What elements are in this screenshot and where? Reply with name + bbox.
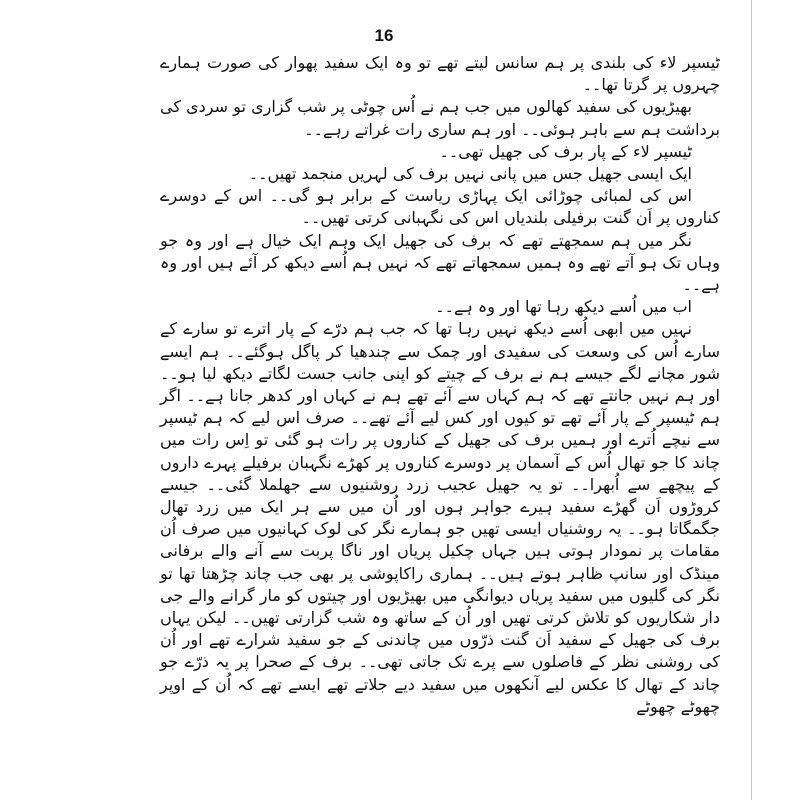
page-number: 16 [374, 26, 394, 45]
page-edge-line [751, 0, 752, 800]
paragraph-6: نگر میں ہم سمجھتے تھے کہ برف کی جھیل ایک وہم ایک خیال ہے اور وہ جو وہاں تک ہو آتے تھے وہ ہمیں سمجھاتے تھے کہ نہیں ہم اُسے دیکھ کر آئے ہیں اور وہ ہے۔۔ [160, 230, 720, 295]
paragraph-2: بھیڑیوں کی سفید کھالوں میں جب ہم نے اُس چوٹی پر شب گزاری تو سردی کی برداشت ہم سے باہر ہوئی۔۔ اور ہم ساری رات غراتے رہے۔۔ [160, 97, 720, 139]
paragraph-3: ٹیسپر لاء کے پار برف کی جھیل تھی۔۔ [439, 141, 692, 161]
paragraph-5: اس کی لمبائی چوڑائی ایک پہاڑی ریاست کے برابر ہو گی۔۔ اس کے دوسرے کناروں پر اَن گنت برفیلی بلندیاں اس کی نگہبانی کرتی تھیں۔۔ [160, 186, 720, 228]
paragraph-8: نہیں میں ابھی اُسے دیکھ نہیں رہا تھا کہ جب ہم درّے کے پار اترے تو سارے کے سارے اُس کی وسعت کی سفیدی اور چمک سے چندھیا کر پاگل ہوگئے۔۔ ہم ایسے شور مچانے لگے جیسے ہم نے برف کے چیتے کو اپنی جانب جست لگاتے دیکھ لیا ہو۔۔ اور ہم نہیں جانتے تھے کہ ہم کہاں سے آئے تھے ہم نے کہاں اور کدھر جانا ہے۔۔ اگر ہم ٹیسپر کے پار آئے تھے تو کیوں اور کس لیے آئے تھے۔۔ صرف اس لیے کہ ہم ٹیسپر سے نیچے اُترے اور ہمیں برف کی جھیل کے کناروں پر رات ہو گئی تو اِس رات میں چاند کا جو تھال اُس کے آسمان پر دوسرے کناروں پر کھڑے نگہبان برفیلے پہرے داروں کے پیچھے سے اُبھرا۔۔ تو یہ جھیل عجیب زرد روشنیوں سے جھلملا گئی۔۔ جیسے کروڑوں اَن گھڑے سفید ہیرے جواہر ہوں اور اُن میں سے ہر ایک میں زرد تھال جگمگاتا ہو۔۔ یہ روشنیاں ایسی تھیں جو ہمارے نگر کی لوک کہانیوں میں صرف اُن مقامات پر نمودار ہوتی ہیں جہاں چکیل پریاں اور ناگا پربت سے آنے والے برفانی مینڈک اور سانپ ظاہر ہوتے ہیں۔۔ ہماری راکاپوشی پر بھی جب چاند چڑھتا تھا تو نگر کی گلیوں میں سفید پریاں دیوانگی میں بھیڑیوں اور چیتوں کو مار گرانے والے جی دار شکاریوں کو تلاش کرتی تھیں اور اُن کے ساتھ وہ شب گزارتی تھیں۔۔ لیکن یہاں برف کی جھیل کے سفید اَن گنت ذرّوں میں چاندنی کے جو سفید شرارے تھے اور اُن کی روشنی نظر کے فاصلوں سے پرے تک جاتی تھی۔۔ برف کے صحرا پر یہ ذرّے جو چاند کے تھال کا عکس لیے آنکھوں میں سفید دیے جلاتے تھے ایسے تھے کہ اُن کے اوپر چھوٹے چھوٹے [160, 319, 721, 716]
paragraph-4: ایک ایسی جھیل جس میں پانی نہیں برف کی لہریں منجمد تھیں۔۔ [248, 164, 692, 184]
body-text [160, 52, 720, 718]
paragraph-1: ٹیسپر لاء کی بلندی پر ہم سانس لیتے تھے تو وہ ایک سفید پھوار کی صورت ہمارے چہروں پر گرتا تھا۔۔ [160, 53, 720, 95]
paragraph-7: اب میں اُسے دیکھ رہا تھا اور وہ ہے۔۔ [435, 297, 692, 317]
